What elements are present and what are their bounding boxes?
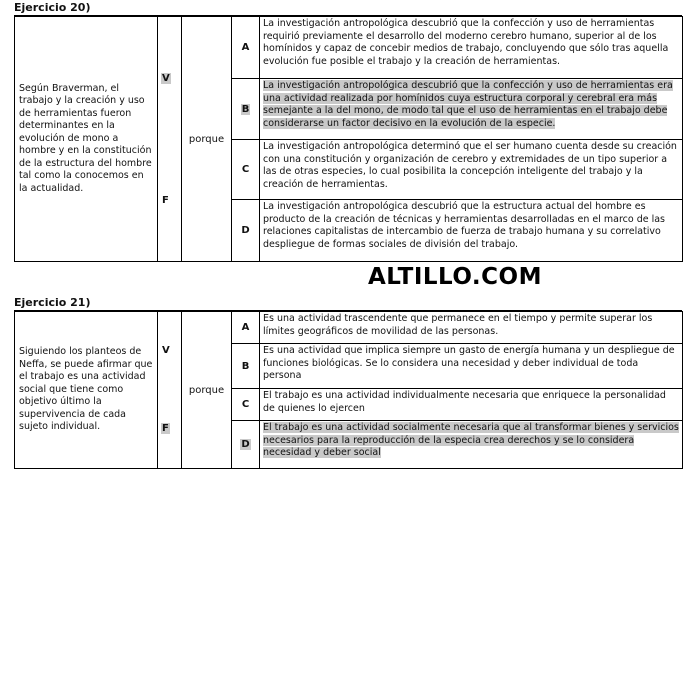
option-a-text[interactable]: La investigación antropológica descubrió que la confección y uso de herramientas requirió previamente el desarrollo del moderno cerebro humano, superior al de los homínidos y capaz de concebir medios de trabajo, concluyendo que sólo tras aquella evolución fue posible el trabajo y la creación de herramientas. xyxy=(260,17,683,79)
exercise-21-statement: Siguiendo los planteos de Neffa, se puede afirmar que el trabajo es una actividad social que tiene como objetivo último la supervivencia de cada sujeto individual. xyxy=(15,312,158,469)
true-label: V xyxy=(162,344,170,356)
option-c-text[interactable]: La investigación antropológica determinó que el ser humano cuenta desde su creación con una constitución y organización de cerebro y extremidades de un tipo superior a las de otras especies, lo cual posibilita la concepción inteligente del trabajo y la creación de herramientas. xyxy=(260,140,683,200)
exercise-20-statement: Según Braverman, el trabajo y la creación y uso de herramientas fueron determinantes en la evolución de mono a hombre y en la constitución de la estructura del hombre tal como la conocemos en la actualidad. xyxy=(15,17,158,262)
false-label: F xyxy=(162,422,169,434)
porque-label: porque xyxy=(182,312,232,469)
option-b-text[interactable]: Es una actividad que implica siempre un gasto de energía humana y un despliegue de funciones biológicas. Se lo considera una necesidad y deber individual de toda persona xyxy=(260,344,683,389)
option-c-letter[interactable]: C xyxy=(232,140,260,200)
exercise-20-table xyxy=(14,16,683,262)
option-a-letter[interactable]: A xyxy=(232,312,260,344)
true-option-cell[interactable] xyxy=(158,312,182,389)
option-d-text[interactable]: El trabajo es una actividad socialmente necesaria que al transformar bienes y servicios necesarios para la reproducción de la especia crea derechos y se lo considera necesidad y deber social xyxy=(260,421,683,469)
option-d-text[interactable]: La investigación antropológica descubrió que la estructura actual del hombre es producto de la creación de técnicas y herramientas desarrolladas en el marco de las relaciones capitalistas de intercambio de fuerza de trabajo humana y su correlativo despliegue de formas sociales de división del trabajo. xyxy=(260,200,683,262)
option-d-letter[interactable]: D xyxy=(232,200,260,262)
false-option-cell[interactable] xyxy=(158,389,182,469)
option-d-letter[interactable]: D xyxy=(232,421,260,469)
false-option-cell[interactable] xyxy=(158,140,182,262)
option-a-letter[interactable]: A xyxy=(232,17,260,79)
false-label: F xyxy=(162,194,169,206)
option-c-text[interactable]: El trabajo es una actividad individualmente necesaria que enriquece la personalidad de quienes lo ejercen xyxy=(260,389,683,421)
true-label: V xyxy=(162,72,170,84)
exercise-20-title: Ejercicio 20) xyxy=(14,1,91,14)
exercise-21-table xyxy=(14,311,683,469)
porque-label: porque xyxy=(182,17,232,262)
true-option-cell[interactable] xyxy=(158,17,182,140)
option-b-letter[interactable]: B xyxy=(232,79,260,140)
option-b-letter[interactable]: B xyxy=(232,344,260,389)
exercise-21-title: Ejercicio 21) xyxy=(14,296,91,309)
option-b-text[interactable]: La investigación antropológica descubrió que la confección y uso de herramientas era una actividad realizada por homínidos cuya estructura corporal y cerebral era más semejante a la del mono, de modo tal que el uso de herramientas en el trabajo debe considerarse un factor decisivo en la evolución de la especie. xyxy=(260,79,683,140)
altillo-watermark: ALTILLO.COM xyxy=(368,264,542,290)
option-a-text[interactable]: Es una actividad trascendente que permanece en el tiempo y permite superar los límites geográficos de movilidad de las personas. xyxy=(260,312,683,344)
option-c-letter[interactable]: C xyxy=(232,389,260,421)
